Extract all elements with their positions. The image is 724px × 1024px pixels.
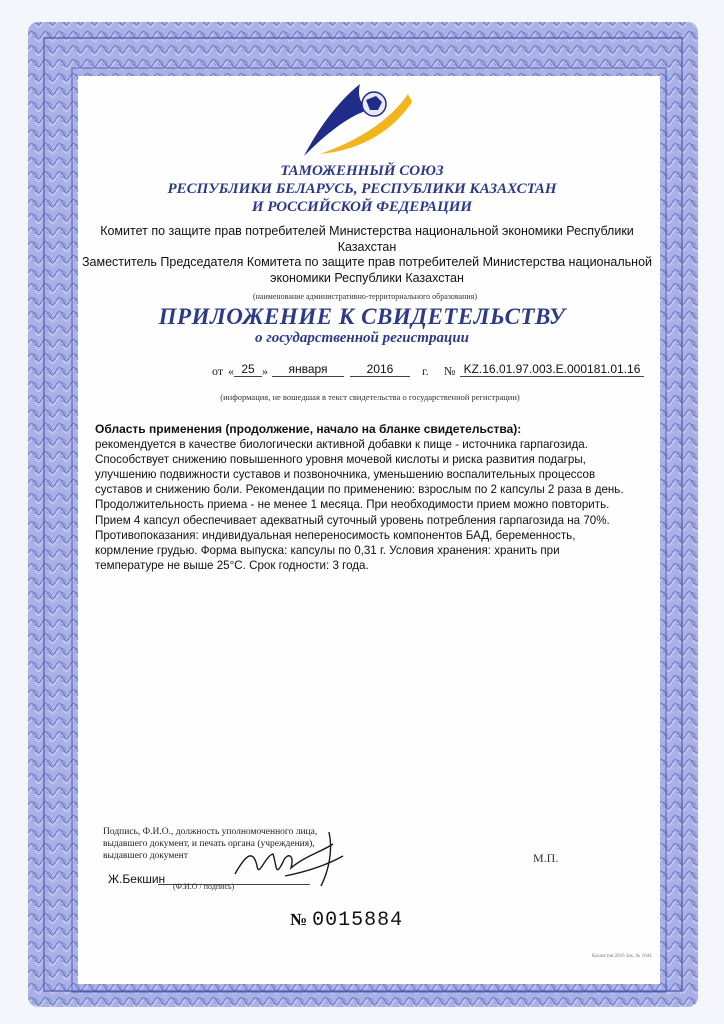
registration-day: 25 [234, 362, 262, 377]
scope-line: Способствует снижению повышенного уровня мочевой кислоты и риска развития подагры, [95, 453, 586, 467]
signer-name: Ж.Бекшин [108, 872, 166, 886]
sign-label-line: выдавшего документ [103, 851, 188, 861]
scope-line: суставов и снижению боли. Рекомендации по применению: взрослым по 2 капсулы 2 раза в день. [95, 483, 624, 497]
number-label: № [444, 364, 456, 378]
year-suffix: г. [422, 364, 429, 378]
quote-close: » [262, 364, 268, 378]
scope-line: кормление грудью. Форма выпуска: капсулы по 0,31 г. Условия хранения: хранить при [95, 543, 560, 557]
scope-line: улучшению подвижности суставов и позвоночника, уменьшению воспалительных процессов [95, 468, 596, 482]
union-title-line-3: И РОССИЙСКОЙ ФЕДЕРАЦИИ [251, 199, 473, 215]
handwritten-signature [225, 826, 355, 896]
stamp-place-label: М.П. [533, 851, 559, 865]
scope-text [95, 422, 655, 573]
serial-number-block [290, 909, 403, 932]
registration-year: 2016 [350, 362, 410, 377]
from-label: от [212, 364, 224, 378]
committee-line-1: Комитет по защите прав потребителей Министерства национальной экономики Республики [100, 224, 634, 238]
customs-union-emblem [300, 80, 420, 160]
scope-line: температуре не выше 25°С. Срок годности: 3 года. [95, 558, 369, 572]
scope-line: Противопоказания: индивидуальная непереносимость компонентов БАД, беременность, [95, 528, 576, 542]
document-title: ПРИЛОЖЕНИЕ К СВИДЕТЕЛЬСТВУ [158, 304, 566, 329]
union-title-line-1: ТАМОЖЕННЫЙ СОЮЗ [280, 163, 444, 179]
committee-line-2: Казахстан [337, 240, 397, 254]
fio-label: (Ф.И.О / подпись) [173, 882, 235, 891]
quote-open: « [228, 364, 234, 378]
sign-label-line: выдавшего документ, и печать органа (учреждения), [103, 839, 315, 849]
registration-number: KZ.16.01.97.003.E.000181.01.16 [460, 362, 644, 377]
committee-line-3: Заместитель Председателя Комитета по защите прав потребителей Министерства национальной [81, 255, 652, 269]
printer-note: Казахстан 2016 Зак. № 1044 [592, 954, 652, 959]
sign-label-line: Подпись, Ф.И.О., должность уполномоченного лица, [103, 827, 318, 837]
serial-number: 0015884 [312, 909, 404, 932]
scope-heading: Область применения (продолжение, начало на бланке свидетельства): [95, 422, 522, 436]
registration-month: января [272, 362, 344, 377]
serial-label: № [290, 910, 309, 929]
registration-note: (информация, не вошедшая в текст свидетельства о государственной регистрации) [220, 392, 520, 402]
scope-line: Прием 4 капсул обеспечивает адекватный суточный уровень потребления гарпагозида на 70%. [95, 513, 610, 527]
committee-note: (наименование административно-территориального образования) [252, 292, 477, 301]
union-title-line-2: РЕСПУБЛИКИ БЕЛАРУСЬ, РЕСПУБЛИКИ КАЗАХСТАН [167, 181, 557, 197]
committee-line-4: экономики Республики Казахстан [270, 271, 464, 285]
document-subtitle: о государственной регистрации [254, 330, 470, 346]
scope-line: рекомендуется в качестве биологически активной добавки к пище - источника гарпагозида. [95, 438, 588, 452]
registration-line [200, 362, 650, 382]
scope-line: Продолжительность приема - не менее 1 месяца. При необходимости прием можно повторить. [95, 498, 610, 512]
